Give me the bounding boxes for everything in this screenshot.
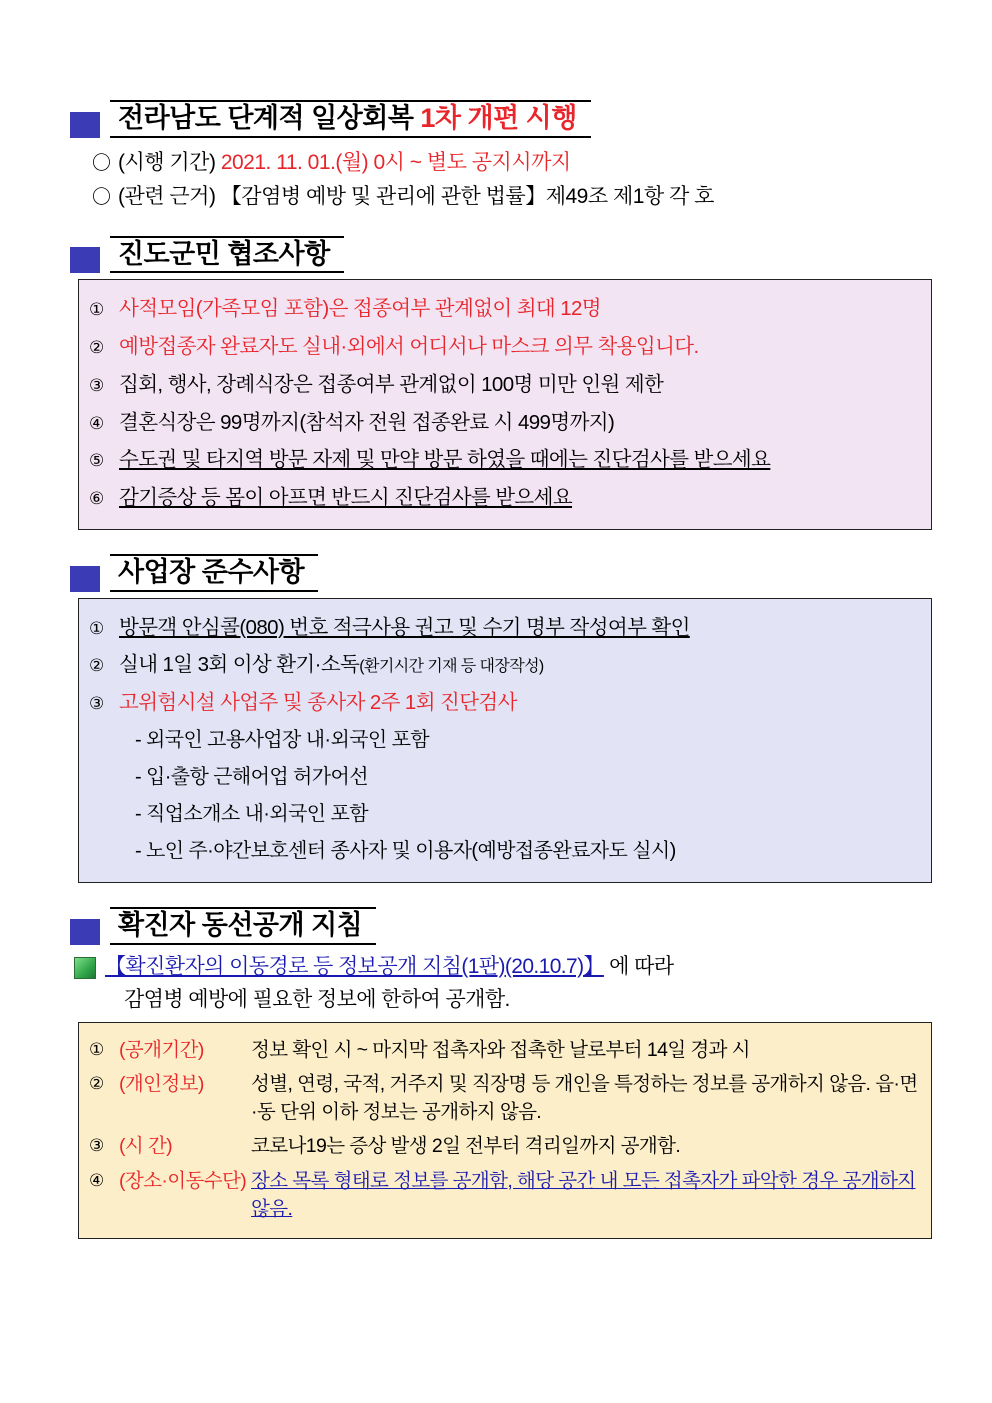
item-number: ① [89, 1039, 104, 1059]
item-number: ⑤ [89, 451, 104, 471]
item-text: 방문객 안심콜(080) 번호 적극사용 권고 및 수기 명부 작성여부 확인 [119, 615, 690, 639]
title-part-2: 1차 개편 시행 [420, 103, 577, 133]
item-main-text: 실내 1일 3회 이상 환기·소독 [119, 653, 360, 677]
item-number: ④ [89, 1170, 104, 1190]
item-number: ② [89, 656, 104, 676]
guideline-tail: 에 따라 [609, 954, 674, 978]
table-row [89, 1129, 919, 1163]
list-item [89, 441, 919, 479]
row-value: 정보 확인 시 ~ 마지막 접촉자와 접촉한 날로부터 14일 경과 시 [251, 1038, 750, 1061]
row-key: (공개기간) [119, 1038, 204, 1061]
guideline-text [105, 951, 673, 983]
section-title-wrap [110, 236, 344, 274]
item-text: 수도권 및 타지역 방문 자제 및 만약 방문 하였을 때에는 진단검사를 받으세요 [119, 448, 771, 472]
table-row [89, 1164, 919, 1227]
item-text: 감기증상 등 몸이 아프면 반드시 진단검사를 받으세요 [119, 486, 573, 510]
title-part-1: 전라남도 단계적 일상회복 [118, 103, 421, 133]
section-title: 진도군민 협조사항 [118, 238, 330, 269]
page-title [118, 104, 577, 134]
item-number: ⑥ [89, 489, 104, 509]
guideline-link[interactable]: 【확진환자의 이동경로 등 정보공개 지침(1판)(20.10.7)】 [105, 954, 604, 978]
section-bullet-icon [70, 247, 100, 273]
list-item [89, 479, 919, 517]
cooperation-box [78, 279, 932, 530]
list-item [89, 328, 919, 366]
item-text: 고위험시설 사업주 및 종사자 2주 1회 진단검사 [119, 691, 517, 715]
item-number: ③ [89, 375, 104, 395]
business-rules-box [78, 598, 932, 883]
guideline-subtext: 감염병 예방에 필요한 정보에 한하여 공개함. [124, 988, 510, 1012]
item-number: ② [89, 1073, 104, 1093]
list-item [89, 646, 919, 684]
intro-list [92, 146, 932, 214]
list-item [89, 404, 919, 442]
table-row [89, 1033, 919, 1067]
section-heading-route-disclosure [70, 907, 932, 945]
row-key: (개인정보) [119, 1072, 204, 1095]
sub-item: - 직업소개소 내·외국인 포함 [135, 802, 368, 825]
item-number: ① [89, 300, 104, 320]
row-key: (시 간) [119, 1135, 173, 1158]
list-item [89, 366, 919, 404]
section-heading-citizen-cooperation [70, 236, 932, 274]
item-text: 결혼식장은 99명까지(참석자 전원 접종완료 시 499명까지) [119, 410, 615, 434]
item-number: ② [89, 338, 104, 358]
row-value: 코로나19는 증상 발생 2일 전부터 격리일까지 공개함. [251, 1135, 681, 1158]
section-title: 사업장 준수사항 [118, 557, 305, 587]
item-text: 집회, 행사, 장례식장은 접종여부 관계없이 100명 미만 인원 제한 [119, 372, 664, 396]
list-item [89, 290, 919, 328]
section-bullet-icon [70, 112, 100, 138]
sub-item: - 외국인 고용사업장 내·외국인 포함 [135, 728, 430, 751]
list-item-label [118, 146, 571, 180]
list-item [92, 180, 932, 214]
section-heading-step-recovery [70, 100, 932, 138]
item-text: 예방접종자 완료자도 실내·외에서 어디서나 마스크 의무 착용입니다. [119, 335, 699, 359]
section-bullet-icon [70, 566, 100, 592]
circle-marker-icon: 〇 [92, 186, 111, 208]
item-text [119, 649, 919, 681]
list-item [89, 684, 919, 722]
section-title-wrap [110, 100, 591, 138]
list-item [89, 609, 919, 647]
disclosure-box [78, 1022, 932, 1240]
sub-item: - 입·출항 근해어업 허가어선 [135, 765, 368, 788]
list-item [92, 146, 932, 180]
item-number: ① [89, 618, 104, 638]
item-number: ③ [89, 1136, 104, 1156]
item-number: ③ [89, 694, 104, 714]
row-key: (장소·이동수단) [119, 1169, 247, 1192]
list-item-prefix: (시행 기간) [118, 150, 221, 174]
section-heading-business-rules [70, 554, 932, 592]
section-title: 확진자 동선공개 지침 [118, 909, 363, 940]
item-text: 사적모임(가족모임 포함)은 접종여부 관계없이 최대 12명 [119, 297, 601, 321]
section-bullet-icon [70, 919, 100, 945]
item-number: ④ [89, 413, 104, 433]
section-title-wrap [110, 554, 318, 592]
table-row [89, 1067, 919, 1130]
list-item-label: (관련 근거) 【감염병 예방 및 관리에 관한 법률】제49조 제1항 각 호 [118, 184, 714, 208]
list-item-highlight: 2021. 11. 01.(월) 0시 ~ 별도 공지시까지 [220, 150, 571, 174]
row-value: 성별, 연령, 국적, 거주지 및 직장명 등 개인을 특정하는 정보를 공개하지 않음. 읍·면·동 단위 이하 정보는 공개하지 않음. [251, 1072, 918, 1124]
guideline-reference [74, 951, 932, 983]
row-value: 장소 목록 형태로 정보를 공개함, 해당 공간 내 모든 접촉자가 파악한 경우 공개하지 않음. [251, 1169, 916, 1220]
circle-marker-icon: 〇 [92, 152, 111, 174]
item-note: (환기시간 기재 등 대장작성) [359, 658, 544, 676]
section-title-wrap [110, 907, 376, 945]
green-square-icon [74, 957, 96, 979]
sub-item: - 노인 주·야간보호센터 종사자 및 이용자(예방접종완료자도 실시) [135, 839, 676, 862]
